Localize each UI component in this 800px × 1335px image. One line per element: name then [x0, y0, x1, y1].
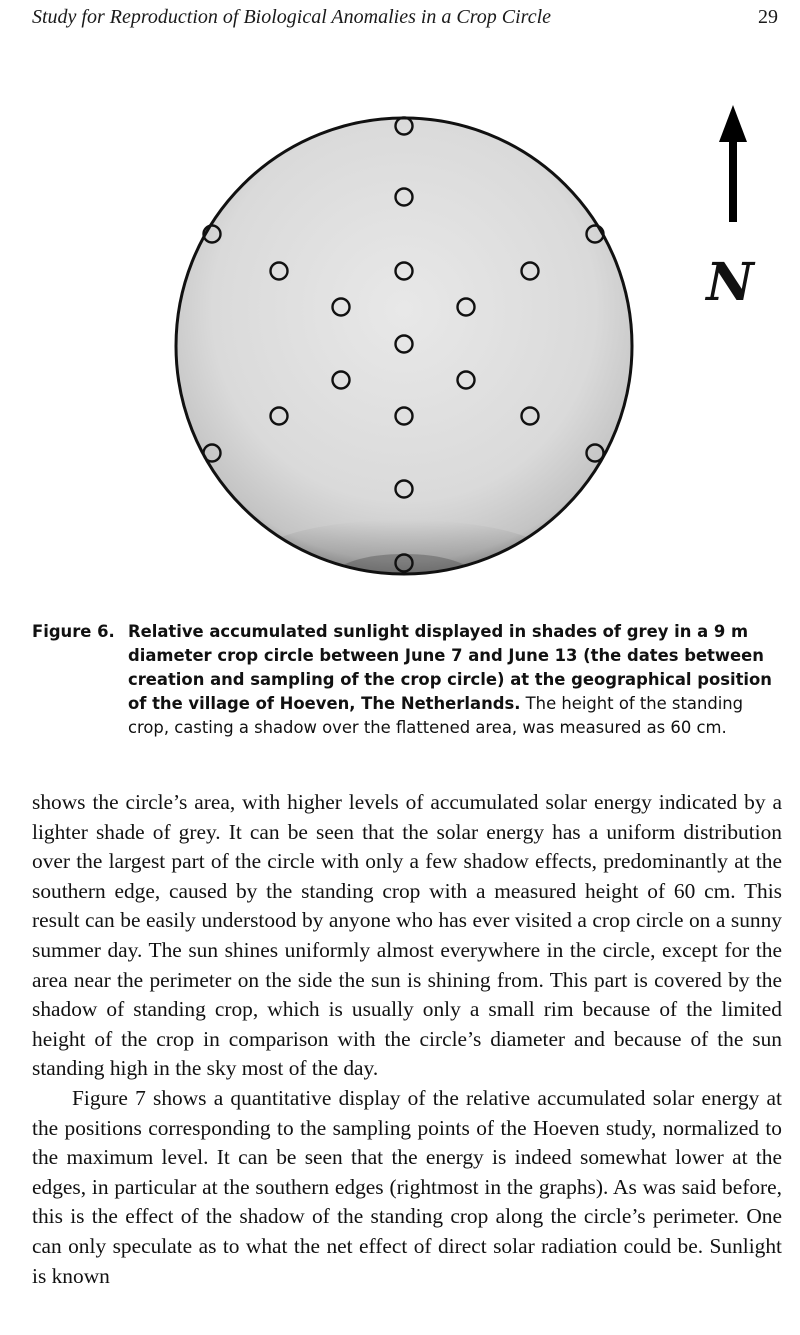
body-text	[32, 788, 782, 1291]
caption-bold-text: Relative accumulated sunlight displayed in shades of grey in a 9 m diameter crop circle between June 7 and June 13 (the dates between creation and sampling of the crop circle) at the geographical position of the village of Hoeven, The Netherlands.	[128, 622, 772, 713]
paragraph: Figure 7 shows a quantitative display of the relative accumulated solar energy at the positions corresponding to the sampling points of the Hoeven study, normalized to the maximum level. It can be seen that the energy is indeed somewhat lower at the edges, in particular at the southern edges (rightmost in the graphs). As was said before, this is the effect of the shadow of the standing crop along the circle’s perimeter. One can only speculate as to what the net effect of direct solar radiation could be. Sunlight is known	[32, 1085, 782, 1288]
page-number: 29	[758, 6, 778, 28]
paragraph: shows the circle’s area, with higher levels of accumulated solar energy indicated by a lighter shade of grey. It can be seen that the solar energy has a uniform distribution over the largest part of the circle with only a few shadow effects, predominantly at the southern edge, caused by the standing crop with a measured height of 60 cm. This result can be easily understood by anyone who has ever visited a crop circle on a sunny summer day. The sun shines uniformly almost everywhere in the circle, except for the area near the perimeter on the side the sun is shining from. This part is covered by the shadow of standing crop, which is usually only a small rim because of the limited height of the crop in comparison with the circle’s diameter and because of the sun standing high in the sky most of the day.	[32, 790, 782, 1081]
crop-circle-figure	[0, 0, 800, 600]
caption-regular-text: The height of the standing crop, casting a shadow over the flattened area, was measured as 60 cm.	[128, 694, 744, 737]
caption-label: Figure 6.	[32, 622, 115, 641]
running-title: Study for Reproduction of Biological Anomalies in a Crop Circle	[32, 6, 552, 28]
caption-text	[128, 620, 784, 740]
north-arrow-icon	[719, 105, 747, 222]
north-label: N	[706, 252, 754, 313]
crop-circle	[176, 118, 632, 600]
figure-caption	[32, 620, 784, 740]
